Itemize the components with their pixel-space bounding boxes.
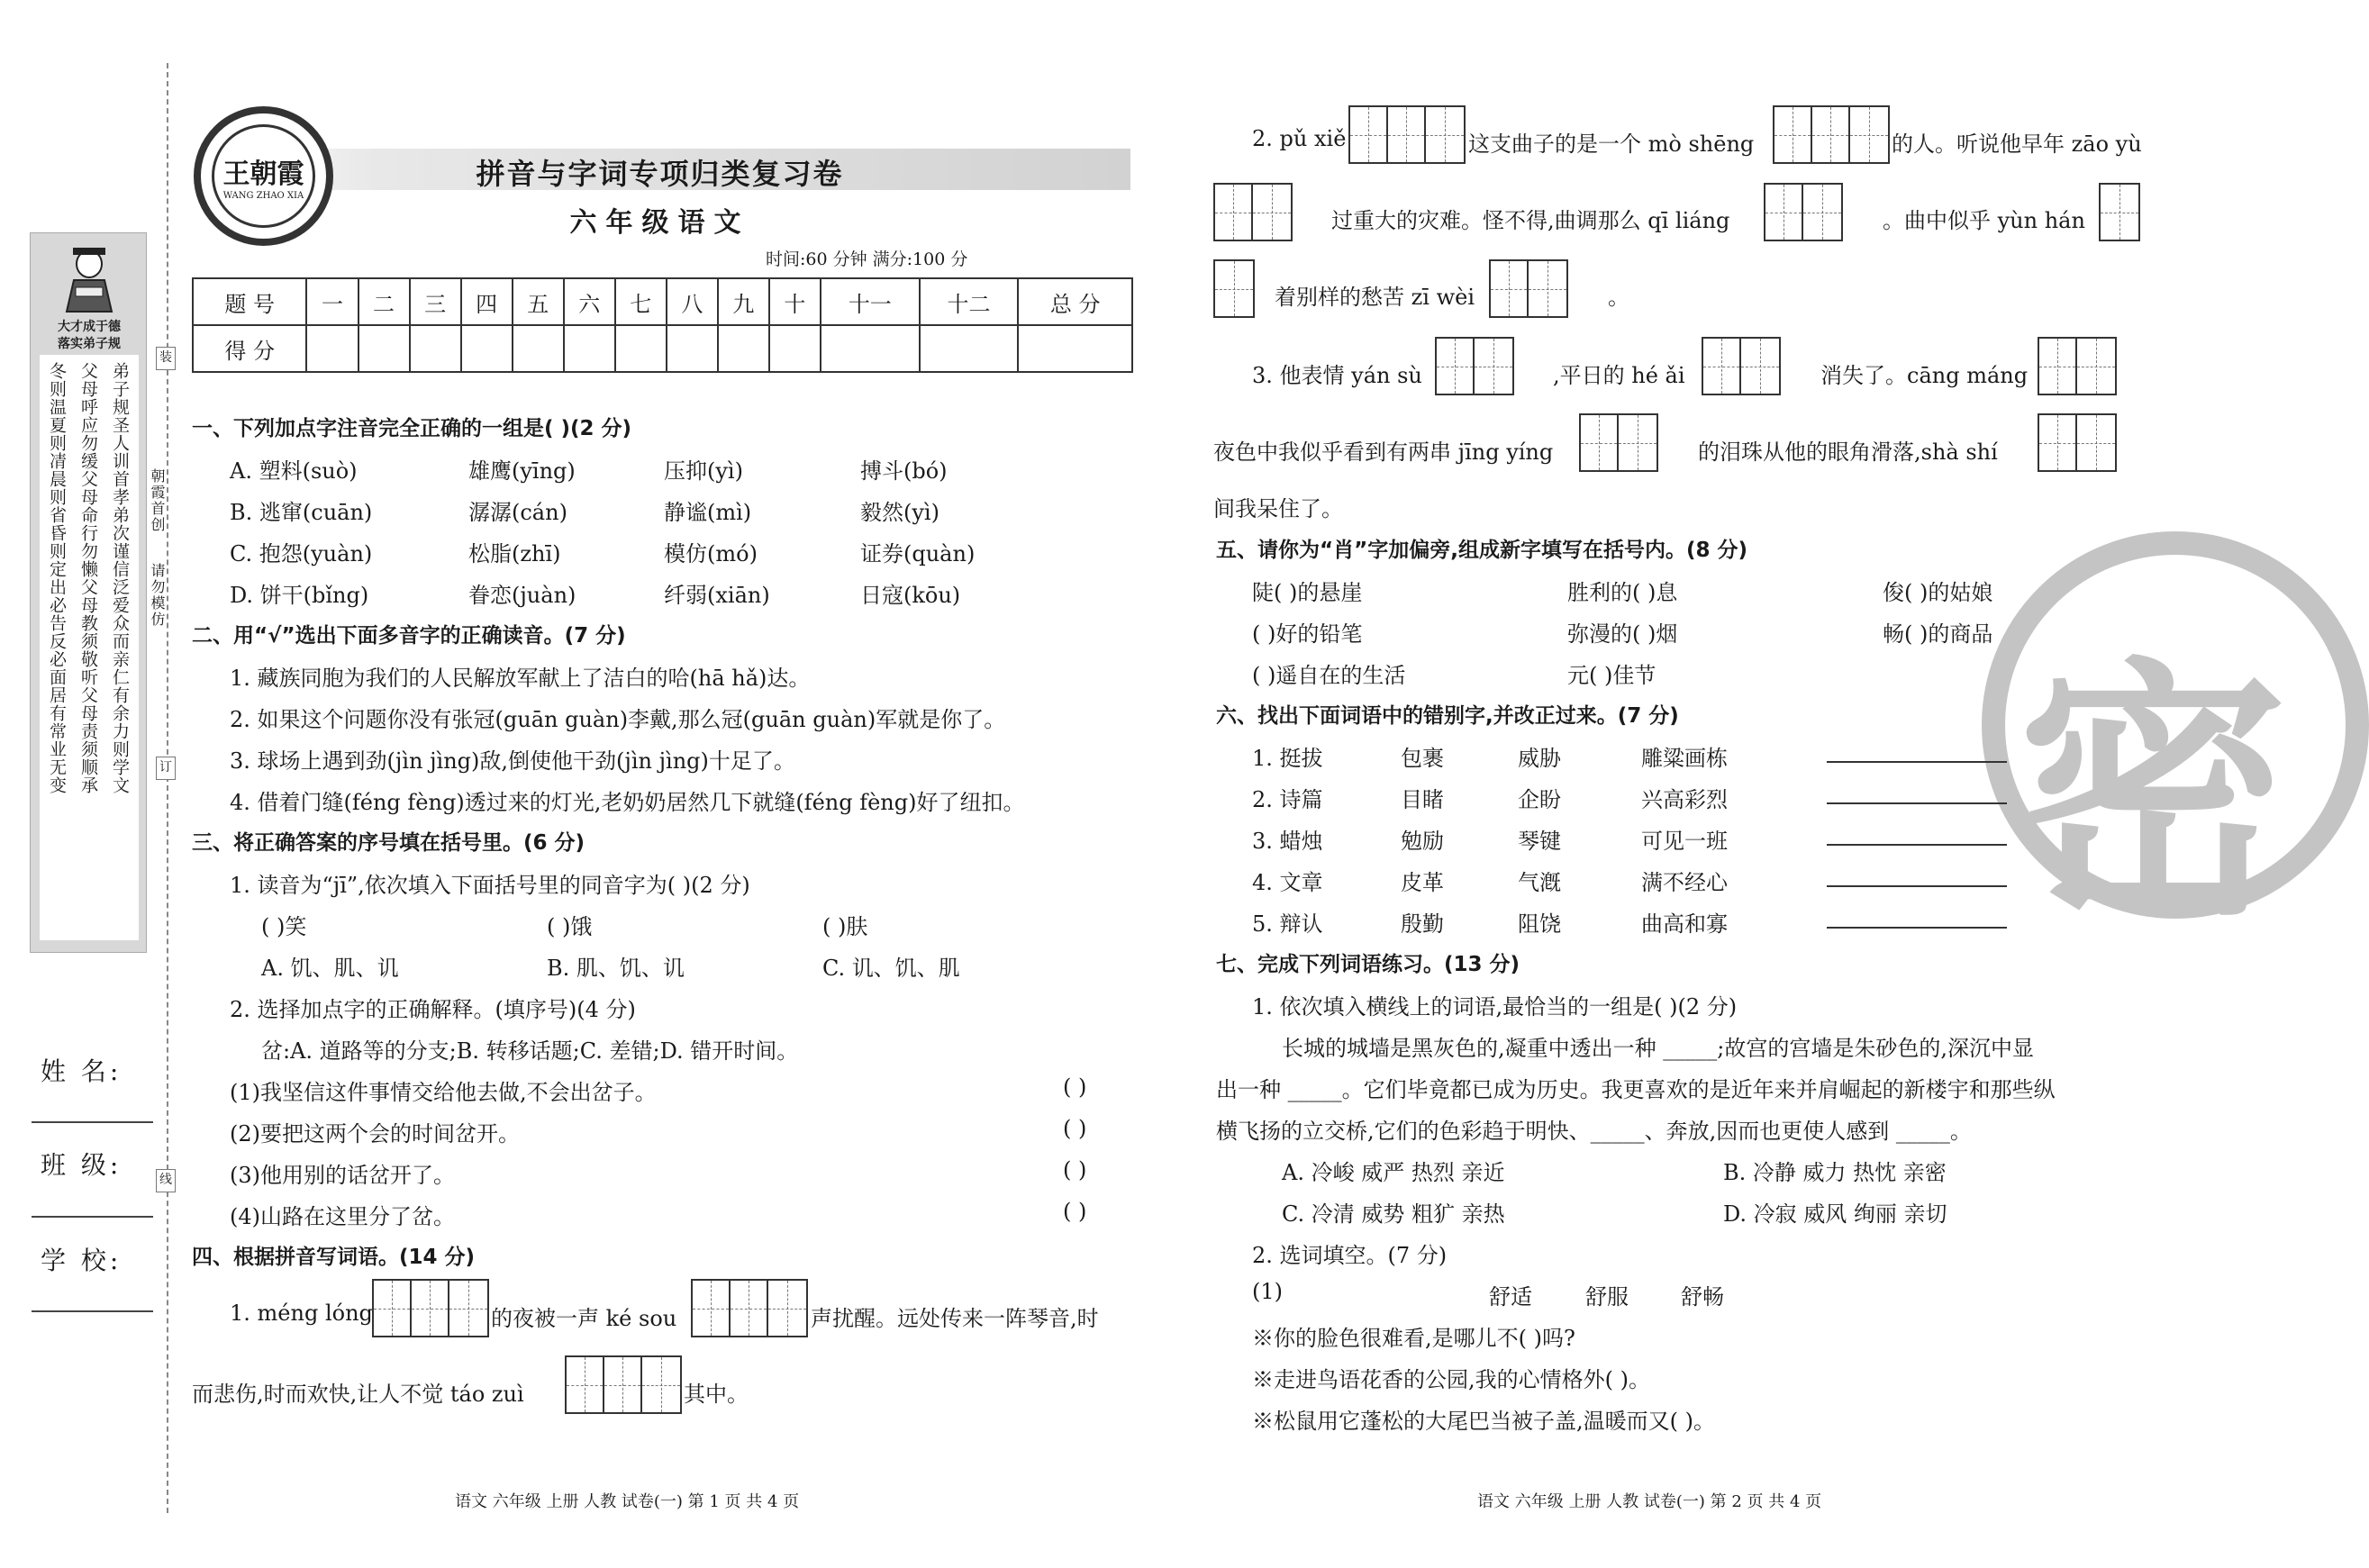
q1-option: D. 饼干(bǐng) [230,583,369,608]
watermark-icon: 密 [2018,637,2288,951]
pinyin-grid[interactable] [1213,259,1255,318]
pinyin-grid[interactable] [1489,259,1568,318]
q1-option: B. 逃窜(cuān) [230,500,373,525]
motto-col-3: 冬则温夏则凊晨则省昏则定出必告反必面居有常业无变 [47,362,67,794]
q2-item: 3. 球场上遇到劲(jìn jìng)敌,倒使他干劲(jìn jìng)十足了。 [230,748,795,774]
q6-word: 阻饶 [1518,911,1561,937]
pinyin-grid[interactable] [2038,337,2117,395]
footer-page-1: 语文 六年级 上册 人教 试卷(一) 第 1 页 共 4 页 [455,1492,800,1511]
q1-option: 纤弱(xiān) [664,583,770,608]
q5-item[interactable]: ( )遥自在的生活 [1252,663,1406,688]
q1-option: C. 抱怨(yuàn) [230,541,373,566]
q2-title: 二、用“√”选出下面多音字的正确读音。(7 分) [192,624,626,648]
q3-sub1: 1. 读音为“jī”,依次填入下面括号里的同音字为( )(2 分) [230,873,750,898]
score-cell[interactable] [667,325,718,372]
q3-item: (1)我坚信这件事情交给他去做,不会出岔子。 [230,1080,657,1105]
score-header-cell: 十一 [821,278,920,325]
q7-title: 七、完成下列词语练习。(13 分) [1216,953,1520,976]
pinyin-grid[interactable] [1702,337,1781,395]
q3-option: B. 肌、饥、讥 [547,956,685,981]
q7-word-choice: 舒适 [1489,1284,1532,1310]
q6-word: 曲高和寡 [1641,911,1728,937]
motto-strip [30,232,147,953]
q1-option: 雄鹰(yīng) [468,458,576,484]
q1-option: A. 塑料(suò) [230,458,358,484]
q4-title: 四、根据拼音写词语。(14 分) [192,1246,476,1269]
fold-mark-1: 装 [156,347,176,370]
q5-item[interactable]: ( )好的铅笔 [1252,621,1363,647]
q1-option: 毅然(yì) [860,500,939,525]
pinyin-grid[interactable] [1773,105,1890,164]
score-header-cell: 九 [718,278,769,325]
fold-mark-2: 订 [156,757,176,780]
q4-text: 2. pǔ xiě [1252,126,1347,151]
q7-option: A. 冷峻 威严 热烈 亲近 [1282,1160,1505,1185]
q1-option: 潺潺(cán) [468,500,567,525]
exam-title: 拼音与字词专项归类复习卷 [476,157,844,191]
q1-option: 搏斗(bó) [860,458,948,484]
q7-sub2: 2. 选词填空。(7 分) [1252,1243,1448,1268]
q3-blank[interactable]: ( )肤 [822,914,868,939]
q4-text: 着别样的愁苦 zī wèi [1275,285,1475,310]
q7-option: D. 冷寂 威风 绚丽 亲切 [1723,1201,1947,1227]
q4-text: 过重大的灾难。怪不得,曲调那么 qī liáng [1331,208,1730,233]
pinyin-grid[interactable] [691,1279,808,1337]
score-header-cell: 题 号 [193,278,306,325]
q7-word-choice: 舒服 [1585,1284,1629,1310]
q6-answer-line[interactable] [1827,802,2007,804]
q6-word: 气漑 [1518,870,1561,895]
q3-blank[interactable]: ( )笑 [261,914,307,939]
q1-option: 静谧(mì) [664,500,752,525]
pinyin-grid[interactable] [565,1355,682,1414]
q6-answer-line[interactable] [1827,885,2007,887]
score-header-cell: 三 [410,278,461,325]
q1-option: 眷恋(juàn) [468,583,576,608]
score-cell[interactable] [615,325,667,372]
q7-sentence[interactable]: ※走进鸟语花香的公园,我的心情格外( )。 [1252,1367,1650,1392]
q3-blank[interactable]: ( )饿 [547,914,593,939]
q7-paragraph: 出一种 _____。它们毕竟都已成为历史。我更喜欢的是近年来并肩崛起的新楼宇和那些纵 [1216,1077,2056,1102]
score-cell[interactable] [564,325,615,372]
q3-item: (4)山路在这里分了岔。 [230,1204,455,1229]
score-cell[interactable] [359,325,410,372]
motto-title-2: 落实弟子规 [58,337,121,351]
school-label: 学 校: [41,1246,123,1275]
score-row [193,325,1132,372]
q3-item: (2)要把这两个会的时间岔开。 [230,1121,520,1147]
pinyin-grid[interactable] [1435,337,1514,395]
footer-page-2: 语文 六年级 上册 人教 试卷(一) 第 2 页 共 4 页 [1477,1492,1822,1511]
q7-paragraph: 长城的城墙是黑灰色的,凝重中透出一种 _____;故宫的宫墙是朱砂色的,深沉中显 [1282,1036,2034,1061]
motto-box [40,355,139,940]
score-table [192,277,1133,373]
q7-option: B. 冷静 威力 热忱 亲密 [1723,1160,1947,1185]
q6-word: 满不经心 [1641,870,1728,895]
score-header-cell: 二 [359,278,410,325]
vertical-note-1: 朝霞首创 [149,468,166,533]
q6-answer-line[interactable] [1827,927,2007,929]
fold-mark-3: 线 [156,1169,176,1192]
vertical-note-2: 请勿模仿 [149,563,166,628]
score-header-cell: 六 [564,278,615,325]
q5-item[interactable]: 元( )佳节 [1567,663,1656,688]
q3-answer-paren[interactable]: ( ) [1063,1116,1087,1141]
score-header-cell: 七 [615,278,667,325]
motto-col-1: 弟子规圣人训首孝弟次谨信泛爱众而亲仁有余力则学文 [110,362,130,794]
pinyin-grid[interactable] [1348,105,1466,164]
time-info: 时间:60 分钟 满分:100 分 [766,249,968,269]
score-cell[interactable] [461,325,513,372]
score-cell[interactable] [718,325,769,372]
q2-item: 1. 藏族同胞为我们的人民解放军献上了洁白的哈(hā hǎ)达。 [230,666,811,691]
q1-option: 证券(quàn) [860,541,976,566]
q7-word-choice: 舒畅 [1681,1284,1724,1310]
q6-answer-line[interactable] [1827,844,2007,846]
q6-word: 1. 挺拔 [1252,746,1323,771]
q7-paragraph: 横飞扬的立交桥,它们的色彩趋于明快、_____、奔放,因而也更使人感到 _____。 [1216,1119,1972,1144]
score-cell[interactable] [821,325,920,372]
q4-text: 声扰醒。远处传来一阵琴音,时 [811,1306,1099,1331]
q5-item[interactable]: 俊( )的姑娘 [1883,580,1993,605]
q6-word: 皮革 [1401,870,1444,895]
q6-word: 5. 辩认 [1252,911,1323,937]
q7-group-label: (1) [1252,1279,1283,1304]
q3-title: 三、将正确答案的序号填在括号里。(6 分) [192,831,585,855]
q1-option: 松脂(zhī) [468,541,561,566]
class-field[interactable] [32,1216,153,1218]
q5-item[interactable]: 弥漫的( )烟 [1567,621,1678,647]
score-header-cell: 五 [513,278,564,325]
q6-word: 目睹 [1401,787,1444,812]
q4-text: ,平日的 hé ǎi [1553,363,1685,388]
score-row-label: 得 分 [193,325,306,372]
q3-answer-paren[interactable]: ( ) [1063,1157,1087,1183]
score-header-cell: 八 [667,278,718,325]
q6-word: 3. 蜡烛 [1252,829,1323,854]
q6-word: 企盼 [1518,787,1561,812]
q4-text: 的人。听说他早年 zāo yù [1892,131,2142,157]
q4-text: 消失了。cāng máng [1820,363,2029,388]
q6-answer-line[interactable] [1827,761,2007,763]
school-field[interactable] [32,1310,153,1312]
class-label: 班 级: [41,1150,123,1180]
q4-text: 的泪珠从他的眼角滑落,shà shí [1698,440,1998,465]
scholar-illustration [58,244,121,312]
score-cell[interactable] [1018,325,1132,372]
q4-text: 夜色中我似乎看到有两串 jīng yíng [1213,440,1554,465]
publisher-logo: 王朝霞 WANG ZHAO XIA [194,106,333,246]
score-header-cell: 一 [306,278,358,325]
score-header-cell: 总 分 [1018,278,1132,325]
q7-option: C. 冷清 威势 粗犷 亲热 [1282,1201,1505,1227]
q6-word: 可见一班 [1641,829,1728,854]
q6-word: 殷勤 [1401,911,1444,937]
q4-text: 。 [1608,285,1629,310]
q4-text: 的夜被一声 ké sou [491,1306,677,1331]
q3-sub2: 2. 选择加点字的正确解释。(填序号)(4 分) [230,997,636,1022]
q7-sentence[interactable]: ※松鼠用它蓬松的大尾巴当被子盖,温暖而又( )。 [1252,1409,1715,1434]
q4-text: 1. méng lóng [230,1301,373,1326]
q1-option: 模仿(mó) [664,541,758,566]
q4-text: 3. 他表情 yán sù [1252,363,1422,388]
q4-text: 而悲伤,时而欢快,让人不觉 táo zuì [192,1382,524,1407]
binding-line [167,63,168,1513]
q3-definition: 岔:A. 道路等的分支;B. 转移话题;C. 差错;D. 错开时间。 [261,1038,799,1064]
q4-text: 其中。 [684,1382,749,1407]
q1-title: 一、下列加点字注音完全正确的一组是( )(2 分) [192,417,632,440]
q7-sentence[interactable]: ※你的脸色很难看,是哪儿不( )吗? [1252,1326,1575,1351]
q4-text: 间我呆住了。 [1213,496,1343,521]
score-cell[interactable] [306,325,358,372]
score-cell[interactable] [769,325,821,372]
motto-col-2: 父母呼应勿缓父母命行勿懒父母教须敬听父母责须顺承 [78,362,98,794]
q6-word: 勉励 [1401,829,1444,854]
q5-title: 五、请你为“肖”字加偏旁,组成新字填写在括号内。(8 分) [1216,539,1748,562]
q2-item: 2. 如果这个问题你没有张冠(guān guàn)李戴,那么冠(guān guàn)军就是你了。 [230,707,1006,732]
score-cell[interactable] [920,325,1019,372]
pinyin-grid[interactable] [1213,183,1293,241]
q4-text: 。曲中似乎 yùn hán [1883,208,2085,233]
q5-item[interactable]: 胜利的( )息 [1567,580,1678,605]
score-header-row [193,278,1132,325]
q3-item: (3)他用别的话岔开了。 [230,1163,455,1188]
q6-word: 4. 文章 [1252,870,1323,895]
score-cell[interactable] [410,325,461,372]
name-label: 姓 名: [41,1056,123,1086]
pinyin-grid[interactable] [1579,413,1658,472]
q2-item: 4. 借着门缝(féng fèng)透过来的灯光,老奶奶居然几下就缝(féng fèng)好了纽扣。 [230,790,1025,815]
q6-word: 兴高彩烈 [1641,787,1728,812]
q5-item[interactable]: 畅( )的商品 [1883,621,1993,647]
motto-title-1: 大才成于德 [58,320,121,334]
q3-answer-paren[interactable]: ( ) [1063,1199,1087,1224]
q3-option: C. 讥、饥、肌 [822,956,960,981]
q5-item[interactable]: 陡( )的悬崖 [1252,580,1363,605]
pinyin-grid[interactable] [2099,183,2140,241]
pinyin-grid[interactable] [2038,413,2117,472]
q6-word: 雕粱画栋 [1641,746,1728,771]
score-header-cell: 四 [461,278,513,325]
q1-option: 压抑(yì) [664,458,743,484]
q3-option: A. 饥、肌、讥 [261,956,399,981]
q6-title: 六、找出下面词语中的错别字,并改正过来。(7 分) [1216,704,1679,728]
score-header-cell: 十 [769,278,821,325]
q3-answer-paren[interactable]: ( ) [1063,1074,1087,1100]
q6-word: 威胁 [1518,746,1561,771]
q1-option: 日寇(kōu) [860,583,961,608]
q6-word: 2. 诗篇 [1252,787,1323,812]
q7-sub1: 1. 依次填入横线上的词语,最恰当的一组是( )(2 分) [1252,994,1738,1020]
name-field[interactable] [32,1121,153,1123]
q4-text: 这支曲子的是一个 mò shēng [1468,131,1755,157]
exam-subtitle: 六年级语文 [569,207,750,239]
score-header-cell: 十二 [920,278,1019,325]
pinyin-grid[interactable] [372,1279,489,1337]
q6-word: 包裹 [1401,746,1444,771]
q6-word: 琴键 [1518,829,1561,854]
pinyin-grid[interactable] [1764,183,1843,241]
score-cell[interactable] [513,325,564,372]
